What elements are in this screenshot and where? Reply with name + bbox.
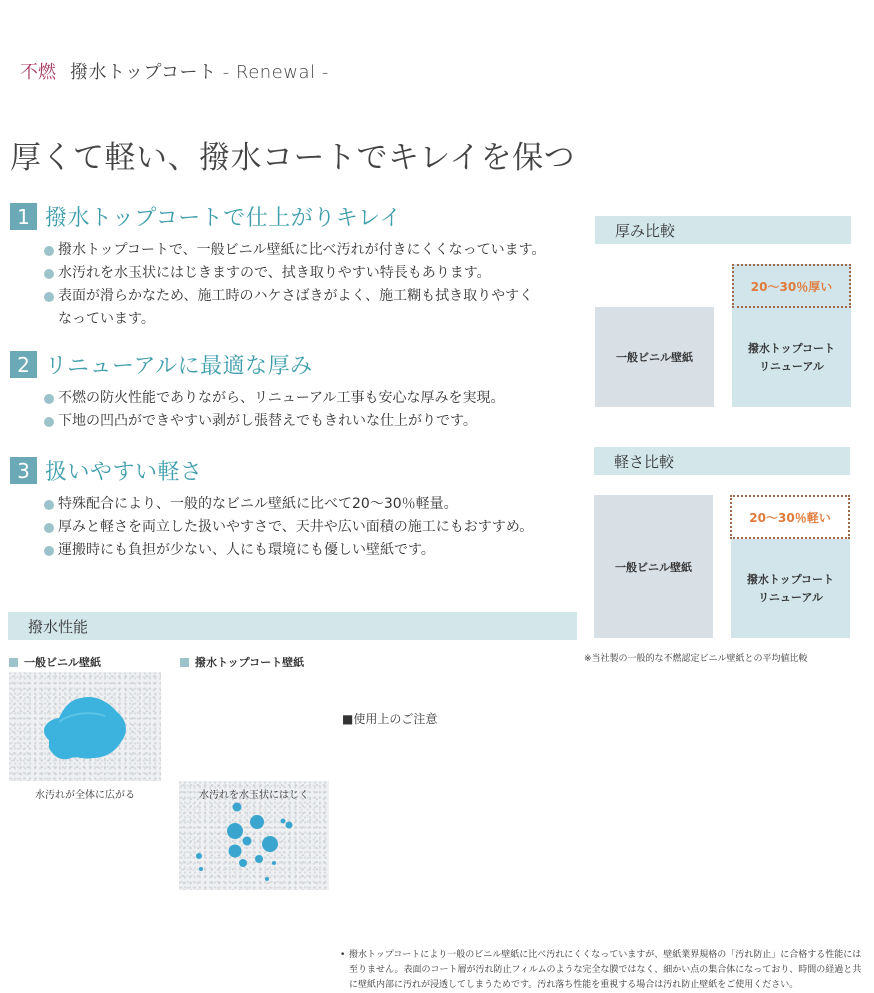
section-2-header [10, 349, 504, 380]
weight-product-bar [731, 539, 850, 638]
section-title: 撥水トップコートで仕上がりキレイ [45, 206, 402, 231]
section-number-box: 1 [10, 203, 37, 230]
section-number-box: 2 [10, 351, 37, 378]
section-title: 扱いやすい軽さ [45, 460, 203, 485]
bullet-item: 撥水トップコートで、一般ビニル壁紙に比べ汚れが付きにくくなっています。 [42, 239, 545, 262]
product-header [20, 58, 329, 86]
square-marker-icon [9, 658, 18, 667]
section-3 [10, 455, 533, 562]
general-wallpaper-label: 一般ビニル壁紙 [616, 351, 693, 364]
weight-diff-label: 20～30％軽い [749, 510, 831, 525]
section-title: リニューアルに最適な厚み [45, 354, 313, 379]
product-label-line2: リニューアル [759, 359, 824, 373]
section-3-bullets [42, 493, 533, 562]
section-1-header [10, 201, 545, 232]
bullet-item: 表面が滑らかなため、施工時のハケさばきがよく、施工糊も拭き取りやすく [42, 285, 545, 308]
nonflammable-badge: 不燃 [20, 62, 56, 83]
sample-label-coated [180, 654, 304, 670]
section-3-header [10, 455, 533, 486]
thickness-product-bar [732, 308, 851, 407]
bullet-continuation-text: なっています。 [58, 311, 155, 327]
product-name: 撥水トップコート - Renewal - [70, 62, 329, 83]
sample-label-text: 一般ビニル壁紙 [24, 656, 101, 669]
product-label-line1: 撥水トップコート [746, 572, 835, 586]
notice-body: • 撥水トップコートにより一般のビニル壁紙に比べ汚れにくくなっていますが、壁紙業界規格の「汚れ防止」に合格する性能には至りません。表面のコート層が汚れ防止フィルムのような完全な膜ではなく、細かい点の集合体になっており、時間の経過と共に壁紙内部に汚れが浸透してしまうためです。汚れ落ち性能を重視する場合は汚れ防止壁紙をご使用ください。 [340, 948, 865, 993]
section-1-bullets [42, 239, 545, 331]
notice-title: ■使用上のご注意 [342, 712, 438, 726]
bullet-item: 運搬時にも負担が少ない、人にも環境にも優しい壁紙です。 [42, 539, 533, 562]
general-wallpaper-label: 一般ビニル壁紙 [615, 560, 692, 574]
bullet-item: 水汚れを水玉状にはじきますので、拭き取りやすい特長もあります。 [42, 262, 545, 285]
weight-compare-title: 軽さ比較 [594, 447, 850, 475]
caption-coated: 水汚れを水玉状にはじく [199, 790, 309, 801]
thickness-diff-box [732, 264, 851, 308]
thickness-general-bar [595, 307, 714, 407]
bullet-item: 厚みと軽さを両立した扱いやすさで、天井や広い面積の施工にもおすすめ。 [42, 516, 533, 539]
bullet-continuation [42, 308, 545, 331]
section-2 [10, 349, 504, 433]
section-number-box: 3 [10, 457, 37, 484]
water-puddle-icon [9, 672, 161, 781]
bullet-item: 下地の凹凸ができやすい剥がし張替えでもきれいな仕上がりです。 [42, 410, 504, 433]
product-label-line1: 撥水トップコート [747, 341, 836, 355]
main-title: 厚くて軽い、撥水コートでキレイを保つ [10, 140, 576, 176]
weight-diff-box [730, 495, 850, 539]
water-performance-title: 撥水性能 [8, 612, 577, 640]
caption-general: 水汚れが全体に広がる [35, 790, 135, 801]
sample-label-text: 撥水トップコート壁紙 [195, 656, 305, 669]
sample-label-general [9, 654, 101, 670]
section-1 [10, 201, 545, 331]
square-marker-icon [180, 658, 189, 667]
bullet-item: 特殊配合により、一般的なビニル壁紙に比べて20～30％軽量。 [42, 493, 533, 516]
photo-water-spread [9, 672, 161, 781]
weight-general-bar [594, 495, 713, 638]
thickness-compare-title: 厚み比較 [595, 216, 851, 244]
thickness-diff-label: 20～30％厚い [750, 279, 833, 294]
section-2-bullets [42, 387, 504, 433]
bullet-item: 不燃の防火性能でありながら、リニューアル工事も安心な厚みを実現。 [42, 387, 504, 410]
product-label-line2: リニューアル [758, 590, 823, 604]
compare-footnote: ※当社製の一般的な不燃認定ビニル壁紙との平均値比較 [584, 654, 808, 664]
